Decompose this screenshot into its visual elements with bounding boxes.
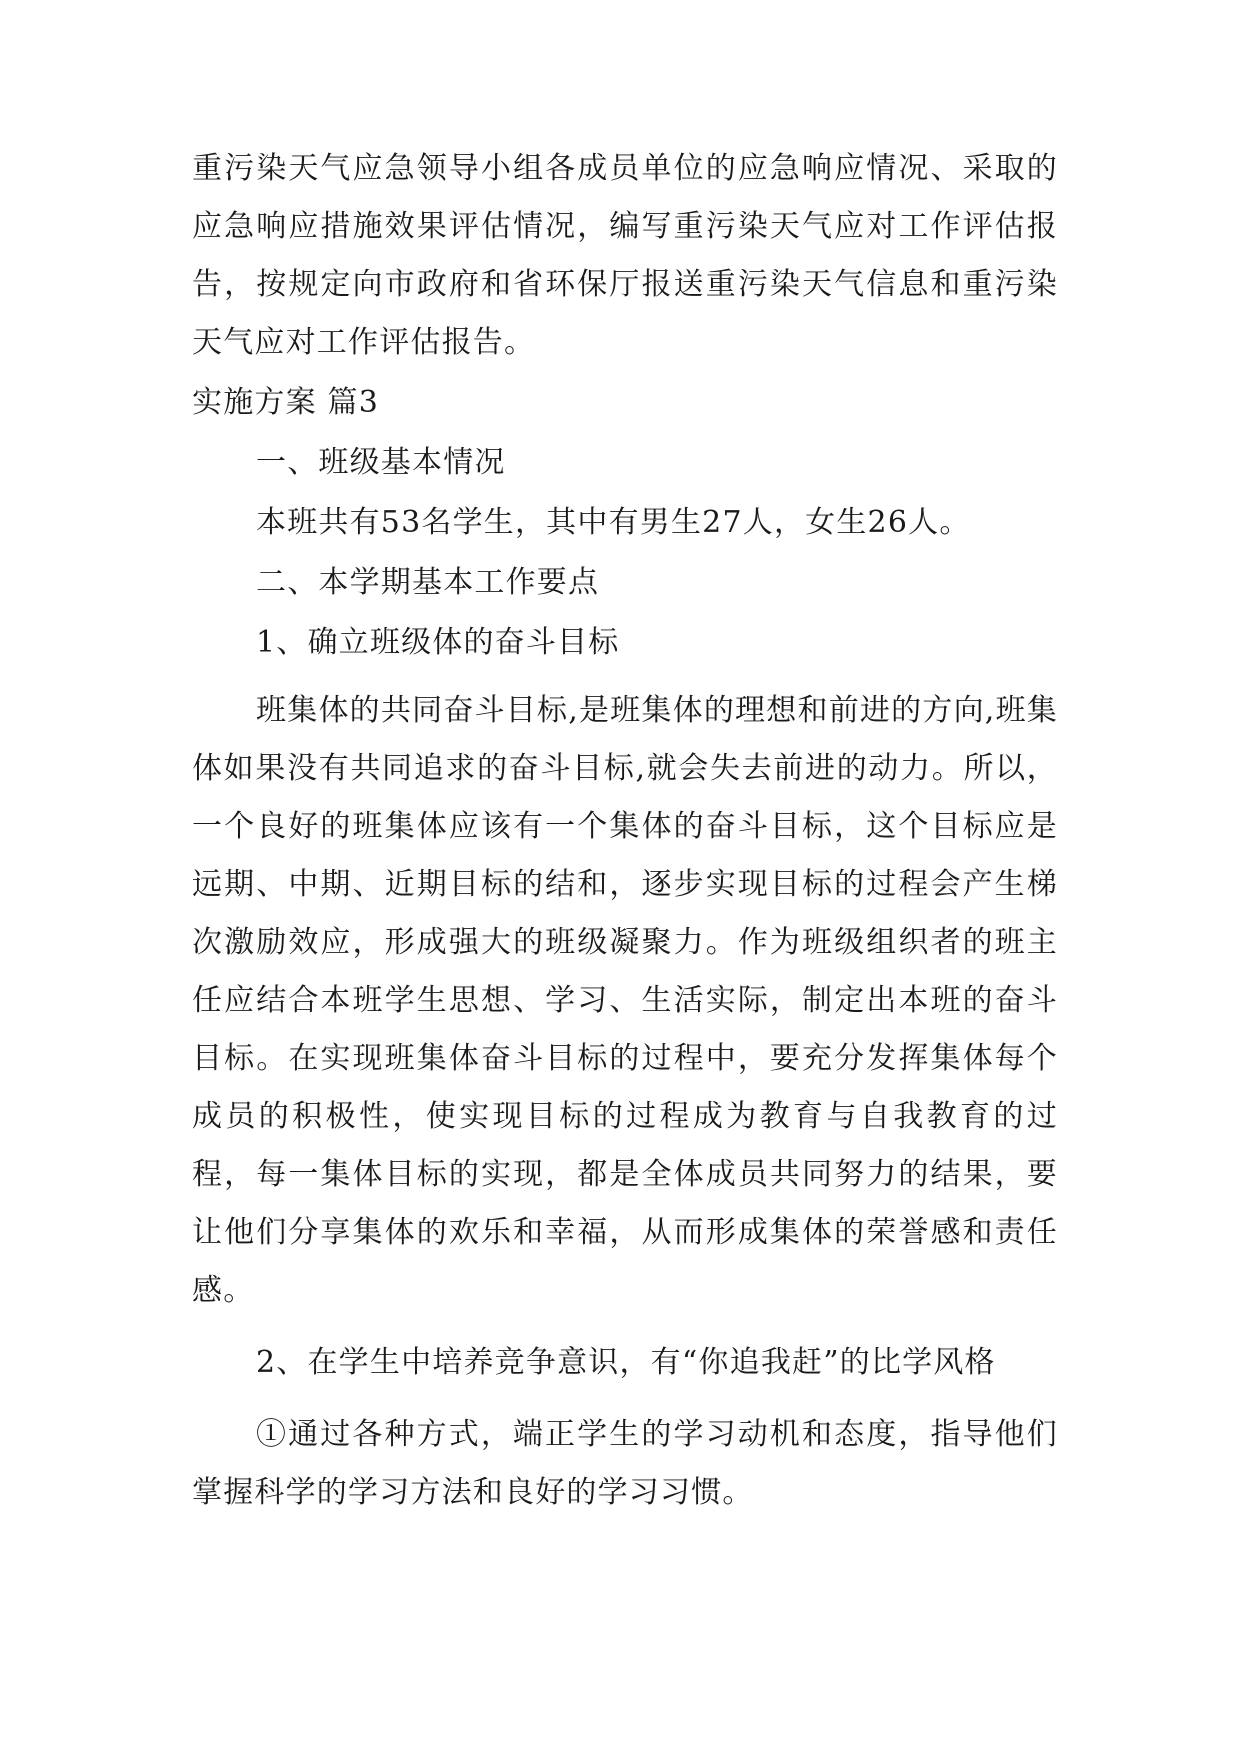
heading-goal: 1、确立班级体的奋斗目标 bbox=[256, 625, 620, 660]
paragraph-learning-attitude: ①通过各种方式，端正学生的学习动机和态度，指导他们掌握科学的学习方法和良好的学习习惯。 bbox=[192, 1417, 1058, 1510]
heading-work-points: 二、本学期基本工作要点 bbox=[256, 565, 600, 600]
paragraph-goal-detail: 班集体的共同奋斗目标,是班集体的理想和前进的方向,班集体如果没有共同追求的奋斗目标,就会失去前进的动力。所以，一个良好的班集体应该有一个集体的奋斗目标，这个目标应是远期、中期、近期目标的结和，逐步实现目标的过程会产生梯次激励效应，形成强大的班级凝聚力。作为班级组织者的班主任应结合本班学生思想、学习、生活实际，制定出本班的奋斗目标。在实现班集体奋斗目标的过程中，要充分发挥集体每个成员的积极性，使实现目标的过程成为教育与自我教育的过程，每一集体目标的实现，都是全体成员共同努力的结果，要让他们分享集体的欢乐和幸福，从而形成集体的荣誉感和责任感。 bbox=[192, 693, 1058, 1308]
section-title: 实施方案 篇3 bbox=[192, 385, 380, 420]
heading-competition: 2、在学生中培养竞争意识，有“你追我赶”的比学风格 bbox=[256, 1345, 996, 1380]
paragraph-emergency-report: 重污染天气应急领导小组各成员单位的应急响应情况、采取的应急响应措施效果评估情况，编写重污染天气应对工作评估报告，按规定向市政府和省环保厅报送重污染天气信息和重污染天气应对工作评估报告。 bbox=[192, 151, 1058, 360]
paragraph-class-size: 本班共有53名学生，其中有男生27人，女生26人。 bbox=[256, 505, 971, 540]
heading-class-overview: 一、班级基本情况 bbox=[256, 445, 506, 480]
document-page bbox=[192, 140, 1058, 1522]
